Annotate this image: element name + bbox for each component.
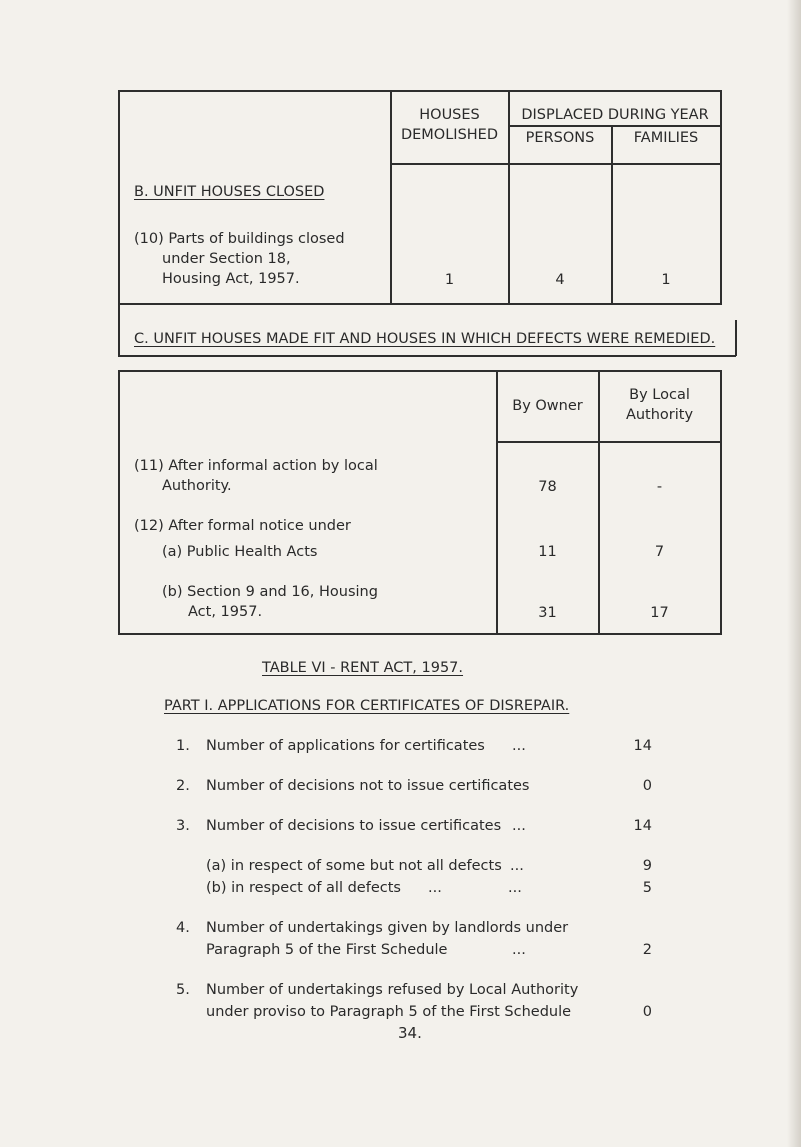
row11-authority: -	[656, 479, 663, 495]
row12b-authority: 17	[650, 605, 669, 621]
row12a-label: (a) Public Health Acts	[162, 544, 318, 560]
header-authority: Authority	[625, 407, 694, 423]
row10-houses: 1	[444, 272, 455, 288]
row10-persons: 4	[555, 272, 565, 288]
item3-number: 3.	[176, 818, 190, 834]
row10-label-line3: Housing Act, 1957.	[162, 271, 300, 287]
item5-text-line1: Number of undertakings refused by Local Authority	[206, 982, 579, 998]
item5-value: 0	[642, 1004, 652, 1020]
table-c-right-border	[720, 370, 722, 634]
row12b-label-line2: Act, 1957.	[188, 604, 263, 620]
item3a-text: (a) in respect of some but not all defects	[206, 858, 502, 874]
row10-label-line2: under Section 18,	[162, 251, 291, 267]
item1-text: Number of applications for certificates	[206, 738, 485, 754]
item5-text-line2: under proviso to Paragraph 5 of the First Schedule	[206, 1004, 572, 1020]
item5-number: 5.	[176, 982, 190, 998]
header-by-owner: By Owner	[512, 398, 583, 414]
page-edge-shadow	[787, 0, 801, 1147]
item3-value: 14	[633, 818, 652, 834]
item1-dots: ...	[512, 738, 526, 754]
item2-number: 2.	[176, 778, 190, 794]
table-c-bottom-border	[118, 633, 722, 635]
header-persons: PERSONS	[525, 130, 595, 146]
item4-dots: ...	[512, 942, 526, 958]
row12b-label-line1: (b) Section 9 and 16, Housing	[162, 584, 378, 600]
table-b-header-rule	[390, 163, 721, 165]
table-b-bottom-border	[118, 303, 722, 305]
table-vi-part-title: PART I. APPLICATIONS FOR CERTIFICATES OF DISREPAIR.	[164, 698, 570, 714]
row11-owner: 78	[538, 479, 557, 495]
row12b-owner: 31	[538, 605, 557, 621]
item3a-value: 9	[642, 858, 652, 874]
section-b-title: B. UNFIT HOUSES CLOSED	[134, 184, 325, 200]
header-displaced: DISPLACED DURING YEAR	[521, 107, 709, 123]
row10-label-line1: (10) Parts of buildings closed	[134, 231, 345, 247]
table-c-left-border	[118, 370, 120, 634]
item3b-dots2: ...	[508, 880, 522, 896]
header-by-local: By Local	[629, 387, 690, 403]
item4-number: 4.	[176, 920, 190, 936]
row11-label-line2: Authority.	[162, 478, 232, 494]
row10-families: 1	[661, 272, 671, 288]
table-c-header-rule	[496, 441, 721, 443]
section-c-bottom-border	[118, 355, 736, 357]
row11-label-line1: (11) After informal action by local	[134, 458, 378, 474]
section-c-left-border	[118, 304, 120, 356]
table-b-left-border	[118, 90, 120, 304]
row12-label: (12) After formal notice under	[134, 518, 351, 534]
item3-text: Number of decisions to issue certificates	[206, 818, 502, 834]
item3-dots: ...	[512, 818, 526, 834]
item1-value: 14	[633, 738, 652, 754]
item3b-text: (b) in respect of all defects	[206, 880, 401, 896]
item4-text-line1: Number of undertakings given by landlords under	[206, 920, 569, 936]
header-houses: HOUSES	[419, 107, 480, 123]
item1-number: 1.	[176, 738, 190, 754]
item2-value: 0	[642, 778, 652, 794]
item2-text: Number of decisions not to issue certificates	[206, 778, 530, 794]
section-c-right-border	[735, 320, 737, 356]
header-demolished: DEMOLISHED	[400, 127, 499, 143]
item3b-value: 5	[642, 880, 652, 896]
table-b-subheader-rule	[508, 125, 721, 127]
item4-text-line2: Paragraph 5 of the First Schedule	[206, 942, 448, 958]
table-b-top-border	[118, 90, 722, 92]
item4-value: 2	[642, 942, 652, 958]
table-c-top-border	[118, 370, 722, 372]
section-c-title: C. UNFIT HOUSES MADE FIT AND HOUSES IN WHICH DEFECTS WERE REMEDIED.	[134, 331, 716, 347]
page-number: 34.	[398, 1024, 422, 1042]
item3a-dots: ...	[510, 858, 524, 874]
header-families: FAMILIES	[633, 130, 699, 146]
item3b-dots1: ...	[428, 880, 442, 896]
row12a-authority: 7	[654, 544, 665, 560]
table-vi-title: TABLE VI - RENT ACT, 1957.	[262, 660, 464, 676]
row12a-owner: 11	[538, 544, 557, 560]
